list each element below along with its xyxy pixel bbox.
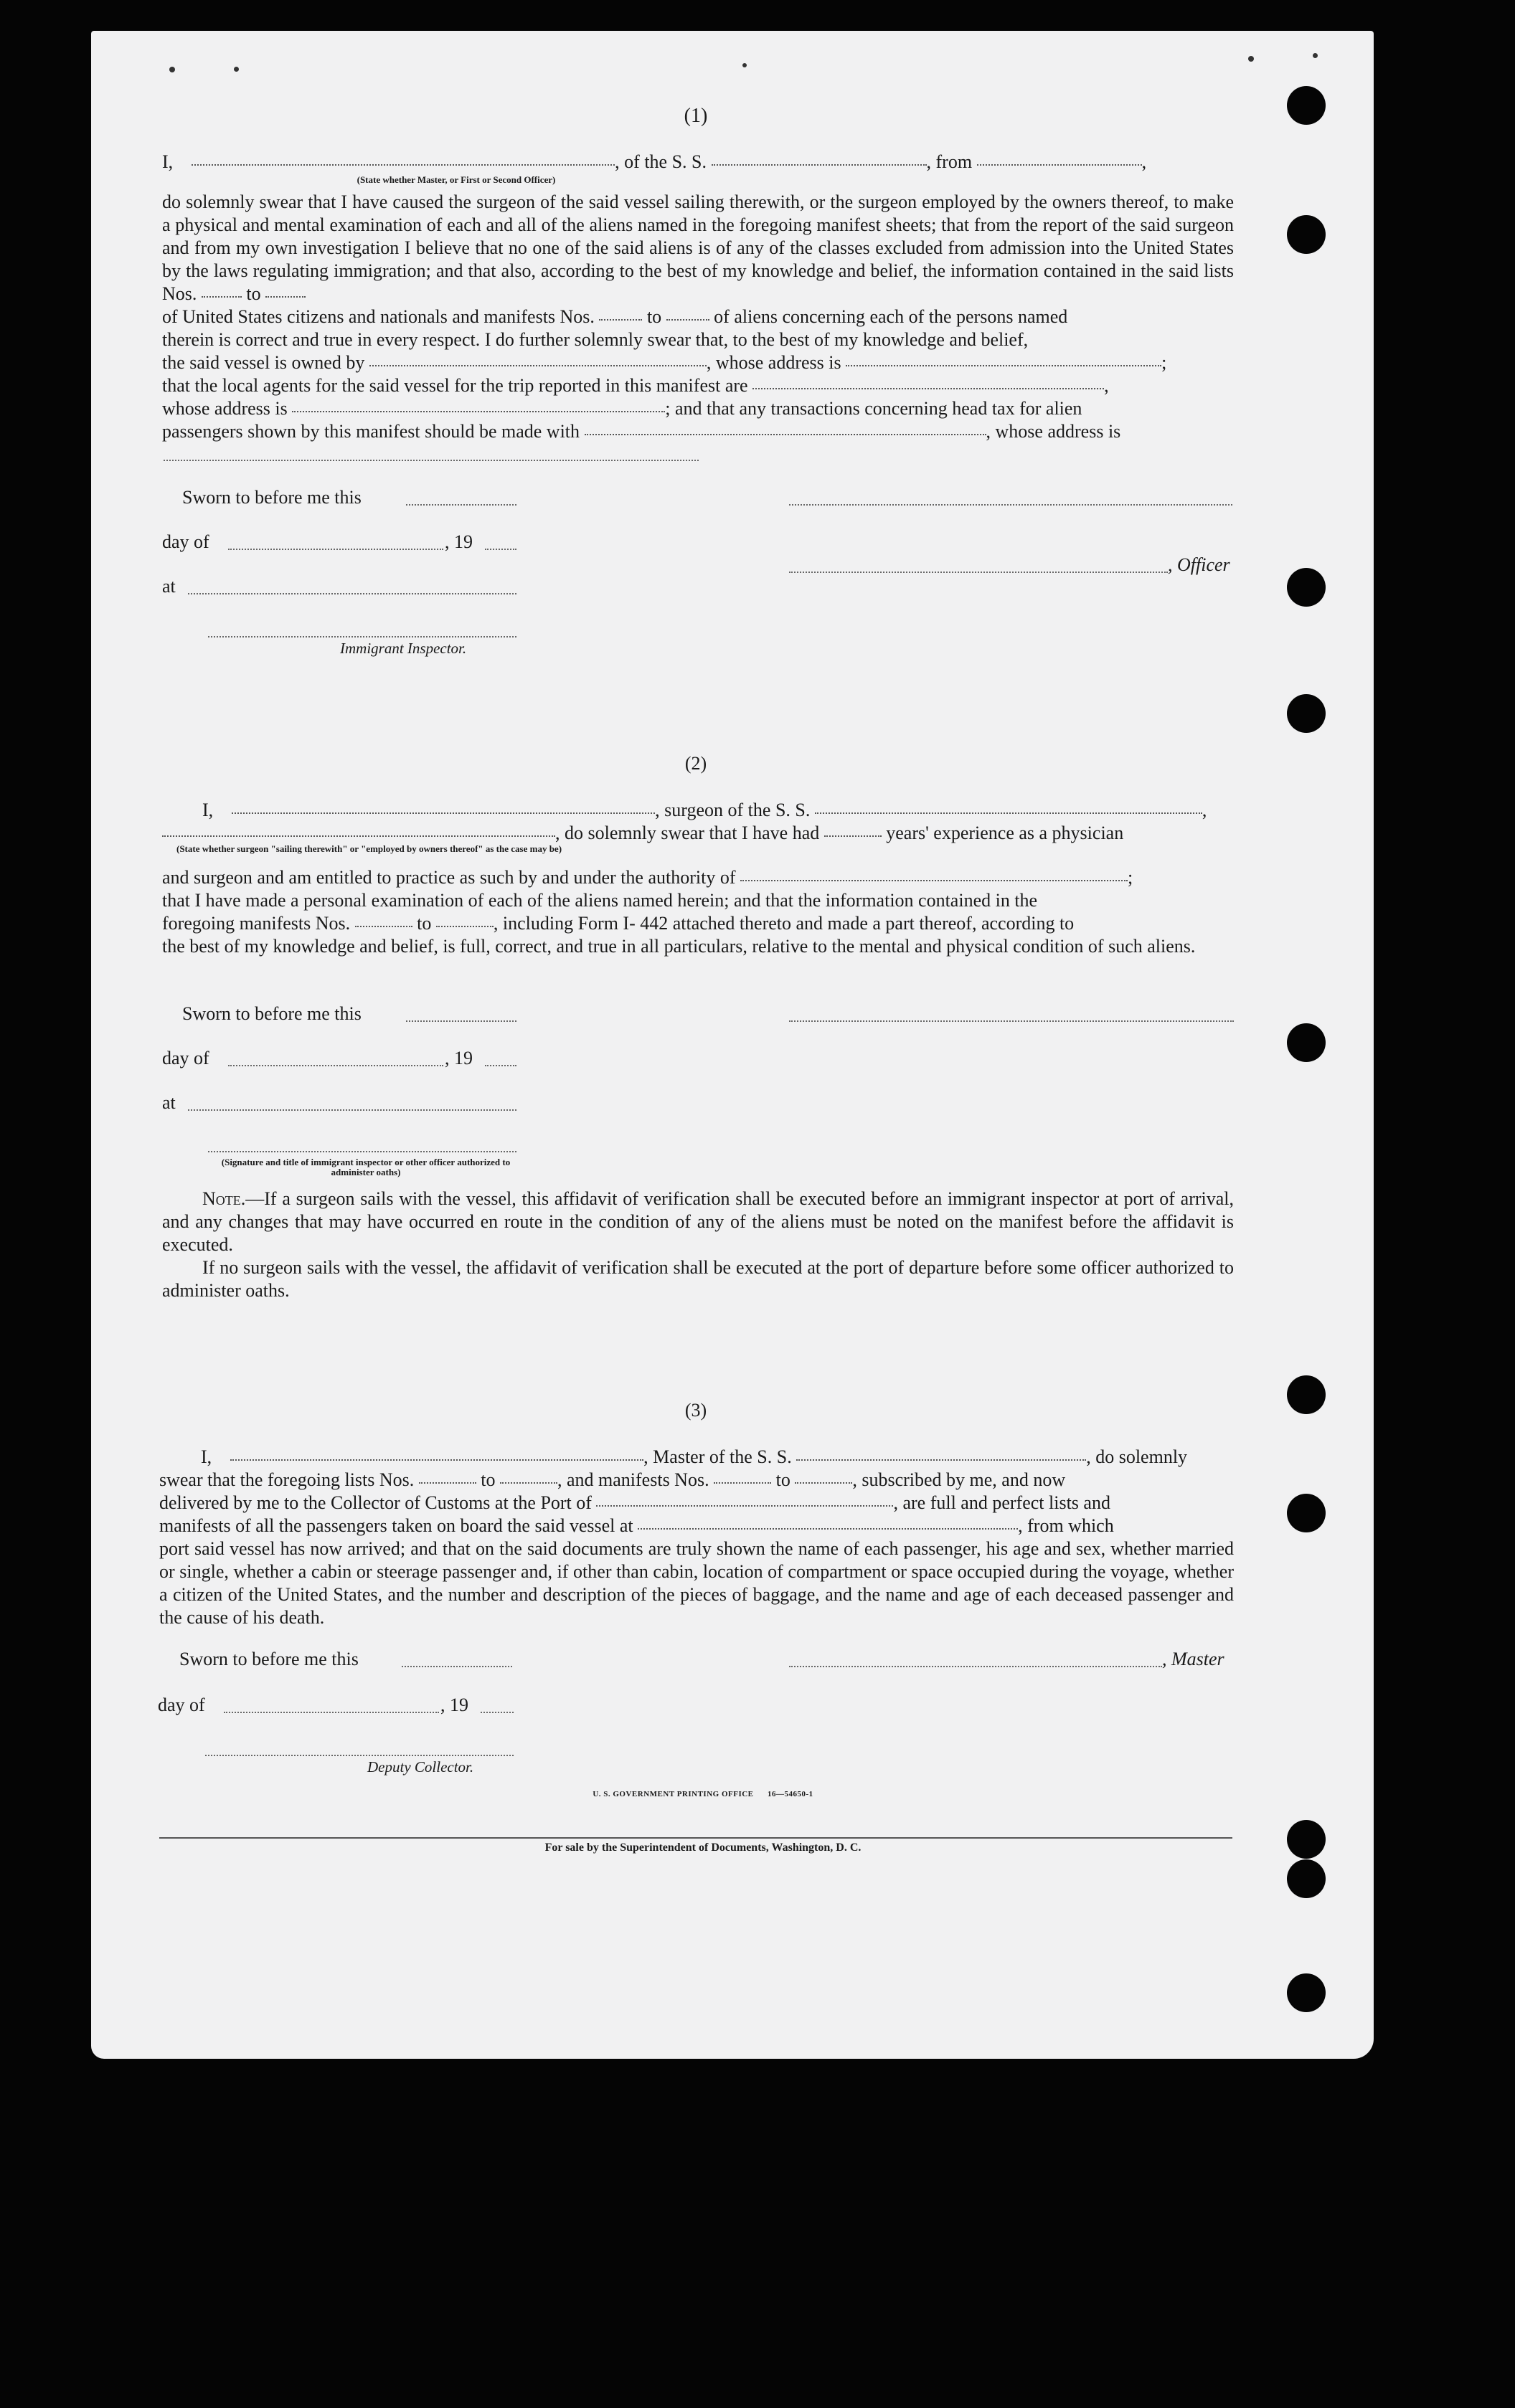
- master-lists-to-field[interactable]: [500, 1482, 557, 1484]
- label-whose-address: , whose address is: [706, 352, 841, 373]
- label-to: to: [246, 283, 261, 304]
- label-swear-lists: swear that the foregoing lists Nos.: [159, 1469, 415, 1490]
- punch-hole: [1287, 1973, 1326, 2012]
- label-of-the-ss: , of the S. S.: [615, 151, 707, 172]
- sworn-day-field-2[interactable]: [406, 1020, 516, 1022]
- inspector-signature-note: (Signature and title of immigrant inspector or other officer authorized to administer oaths): [221, 1157, 511, 1177]
- section-1-number: (1): [684, 105, 708, 127]
- label-years-experience: years' experience as a physician: [886, 823, 1124, 843]
- surgeon-manifests-to-field[interactable]: [436, 925, 494, 927]
- label-subscribed: , subscribed by me, and now: [852, 1469, 1066, 1490]
- section-3-line-1: [201, 1446, 1187, 1469]
- inspector-signature-field-2[interactable]: [208, 1150, 516, 1152]
- label-whose-address-3: , whose address is: [986, 421, 1121, 442]
- agents-address-field[interactable]: [292, 410, 665, 412]
- ship-name-field[interactable]: [712, 163, 927, 166]
- surgeon-name-field[interactable]: [232, 812, 655, 814]
- departure-port-field[interactable]: [977, 163, 1142, 166]
- section-2-line-2: [162, 822, 1123, 845]
- surgeon-status-field[interactable]: [162, 835, 555, 837]
- month-field-3[interactable]: [224, 1711, 439, 1713]
- head-tax-address-field[interactable]: [164, 459, 699, 461]
- printing-office-imprint: U. S. GOVERNMENT PRINTING OFFICE 16—54650-1: [593, 1790, 813, 1798]
- master-label: , Master: [1162, 1649, 1224, 1669]
- for-sale-notice: For sale by the Superintendent of Documents, Washington, D. C.: [544, 1841, 862, 1854]
- section-2-paragraph: [162, 866, 1234, 958]
- label-semicolon: ;: [1128, 867, 1133, 888]
- punch-hole: [1287, 1375, 1326, 1414]
- dust-speck: [234, 67, 239, 72]
- punch-hole: [1287, 86, 1326, 125]
- label-delivered: delivered by me to the Collector of Customs at the Port of: [159, 1492, 592, 1513]
- owner-address-field[interactable]: [846, 364, 1161, 366]
- day-of-label-1: day of: [162, 531, 209, 552]
- label-to: to: [481, 1469, 496, 1490]
- label-to: to: [646, 306, 662, 327]
- year-label-1: , 19: [445, 531, 473, 552]
- master-manifests-from-field[interactable]: [714, 1482, 771, 1484]
- label-from-which: , from which: [1018, 1515, 1114, 1536]
- label-including-form: , including Form I- 442 attached thereto and made a part thereof, according to: [493, 913, 1075, 934]
- punch-hole: [1287, 1494, 1326, 1532]
- section-2-line-1: [202, 799, 1207, 822]
- label-correct-true: therein is correct and true in every respect. I do further solemnly swear that, to the best of my knowledge and belief,: [162, 329, 1029, 350]
- label-passengers-shown: passengers shown by this manifest should be made with: [162, 421, 580, 442]
- note-text: —If a surgeon sails with the vessel, this affidavit of verification shall be executed before an immigrant inspector at port of arrival, and any changes that may have occurred en route in the condition of any of the aliens must be noted on the manifest before the affidavit is executed.: [162, 1188, 1234, 1255]
- place-field-2[interactable]: [188, 1109, 516, 1111]
- label-surgeon-oath-rest: the best of my knowledge and belief, is full, correct, and true in all particulars, relative to the mental and physical condition of such aliens.: [162, 936, 1196, 957]
- year-field-1[interactable]: [485, 548, 516, 550]
- inspector-label: Immigrant Inspector.: [340, 640, 467, 657]
- section-3-paragraph: [159, 1469, 1234, 1629]
- label-surgeon-of: , surgeon of the S. S.: [655, 800, 811, 820]
- surgeon-ship-field[interactable]: [815, 812, 1202, 814]
- punch-hole: [1287, 1023, 1326, 1062]
- year-field-3[interactable]: [481, 1711, 514, 1713]
- head-tax-party-field[interactable]: [585, 433, 986, 435]
- section-3-number: (3): [684, 1400, 707, 1421]
- label-whose-address-2: whose address is: [162, 398, 288, 419]
- at-label-1: at: [162, 576, 176, 597]
- section-1-line-1: [162, 151, 1238, 174]
- officer-title-note: (State whether Master, or First or Second Officer): [357, 174, 556, 185]
- label-personal-exam: that I have made a personal examination of each of the aliens named herein; and that the information contained in the: [162, 890, 1038, 911]
- punch-hole: [1287, 1820, 1326, 1859]
- label-do-solemnly: , do solemnly: [1086, 1446, 1188, 1467]
- label-local-agents: that the local agents for the said vessel for the trip reported in this manifest are: [162, 375, 748, 396]
- sworn-label-3: Sworn to before me this: [179, 1649, 359, 1669]
- note-paragraph-2: If no surgeon sails with the vessel, the affidavit of verification shall be executed at the port of departure before some officer authorized to administer oaths.: [162, 1257, 1234, 1301]
- manifests-to-field[interactable]: [666, 318, 709, 321]
- label-do-swear: , do solemnly swear that I have had: [555, 823, 820, 843]
- dust-speck: [742, 63, 747, 67]
- officer-name-field[interactable]: [789, 571, 1168, 573]
- label-manifests-all: manifests of all the passengers taken on board the said vessel at: [159, 1515, 633, 1536]
- label-semicolon: ;: [1161, 352, 1167, 373]
- day-of-label-3: day of: [158, 1694, 205, 1715]
- year-label-3: , 19: [440, 1694, 468, 1715]
- label-from: , from: [926, 151, 973, 172]
- section-1-oath-text: do solemnly swear that I have caused the surgeon of the said vessel sailing therewith, or the surgeon employed by the owners thereof, to make a physical and mental examination of each and all of the aliens named in the foregoing manifest sheets; that from the report of the said surgeon and from my own investigation I believe that no one of the said aliens is of any of the classes excluded from admission into the United States by the laws regulating immigration; and that also, according to the best of my knowledge and belief, the information contained in the said lists Nos.: [162, 191, 1234, 304]
- label-i: I,: [162, 151, 174, 172]
- deputy-signature-field[interactable]: [205, 1754, 514, 1756]
- label-comma: ,: [1141, 151, 1147, 172]
- officer-signature-field-1[interactable]: [789, 503, 1232, 506]
- label-owned-by: the said vessel is owned by: [162, 352, 365, 373]
- label-of-aliens: of aliens concerning each of the persons named: [714, 306, 1068, 327]
- punch-hole: [1287, 694, 1326, 733]
- note-label: Note.: [202, 1188, 246, 1209]
- master-signature-field[interactable]: [789, 1665, 1162, 1667]
- month-field-1[interactable]: [228, 548, 443, 550]
- dust-speck: [1248, 56, 1254, 62]
- officer-title-field[interactable]: [192, 163, 615, 166]
- sworn-day-field-3[interactable]: [402, 1665, 512, 1667]
- year-label-2: , 19: [445, 1048, 473, 1068]
- boarding-port-field[interactable]: [638, 1527, 1018, 1530]
- master-lists-from-field[interactable]: [419, 1482, 476, 1484]
- label-citizens-manifests: of United States citizens and nationals and manifests Nos.: [162, 306, 595, 327]
- section-2-number: (2): [684, 753, 707, 774]
- label-master-of: , Master of the S. S.: [643, 1446, 792, 1467]
- dust-speck: [169, 67, 175, 72]
- surgeon-signature-field[interactable]: [789, 1020, 1234, 1022]
- punch-hole: [1287, 1859, 1326, 1898]
- sworn-day-field-1[interactable]: [406, 503, 516, 506]
- label-to: to: [775, 1469, 790, 1490]
- month-field-2[interactable]: [228, 1064, 443, 1066]
- customs-port-field[interactable]: [596, 1504, 893, 1507]
- years-experience-field[interactable]: [824, 835, 882, 837]
- manifests-from-field[interactable]: [599, 318, 642, 321]
- label-head-tax: ; and that any transactions concerning head tax for alien: [665, 398, 1082, 419]
- label-i: I,: [201, 1446, 212, 1467]
- surgeon-manifests-from-field[interactable]: [355, 925, 412, 927]
- deputy-label: Deputy Collector.: [367, 1758, 474, 1776]
- master-manifests-to-field[interactable]: [795, 1482, 852, 1484]
- surgeon-status-note: (State whether surgeon "sailing therewith" or "employed by owners thereof" as the case may be): [176, 843, 562, 854]
- punch-hole: [1287, 215, 1326, 254]
- lists-from-field[interactable]: [202, 295, 242, 298]
- label-master-oath-rest: port said vessel has now arrived; and that on the said documents are truly shown the name of each passenger, his age and sex, whether married or single, whether a cabin or steerage passenger and, if other than cabin, location of compartment or space occupied during the voyage, whether a citizen of the United States, and the number and description of the pieces of baggage, and the name and age of each deceased passenger and the cause of his death.: [159, 1538, 1234, 1628]
- label-and-manifests: , and manifests Nos.: [557, 1469, 709, 1490]
- dust-speck: [1313, 53, 1318, 58]
- label-full-perfect: , are full and perfect lists and: [893, 1492, 1110, 1513]
- punch-hole: [1287, 568, 1326, 607]
- lists-to-field[interactable]: [265, 295, 306, 298]
- local-agents-field[interactable]: [752, 387, 1104, 389]
- label-i: I,: [202, 800, 214, 820]
- day-of-label-2: day of: [162, 1048, 209, 1068]
- inspector-signature-field[interactable]: [208, 635, 516, 637]
- sworn-label-2: Sworn to before me this: [182, 1003, 362, 1024]
- section-1-paragraph: [162, 191, 1234, 443]
- place-field-1[interactable]: [188, 592, 516, 594]
- authority-field[interactable]: [740, 879, 1128, 881]
- owner-field[interactable]: [369, 364, 707, 366]
- label-comma: ,: [1202, 800, 1207, 820]
- note-paragraph: [162, 1188, 1234, 1256]
- label-comma: ,: [1104, 375, 1109, 396]
- master-ship-field[interactable]: [796, 1459, 1086, 1461]
- officer-label: , Officer: [1168, 554, 1230, 575]
- footer-divider: [159, 1837, 1232, 1839]
- label-foregoing-manifests: foregoing manifests Nos.: [162, 913, 351, 934]
- sworn-label-1: Sworn to before me this: [182, 487, 362, 508]
- master-name-field[interactable]: [230, 1459, 643, 1461]
- label-authority: and surgeon and am entitled to practice as such by and under the authority of: [162, 867, 736, 888]
- year-field-2[interactable]: [485, 1064, 516, 1066]
- at-label-2: at: [162, 1092, 176, 1113]
- label-to: to: [417, 913, 432, 934]
